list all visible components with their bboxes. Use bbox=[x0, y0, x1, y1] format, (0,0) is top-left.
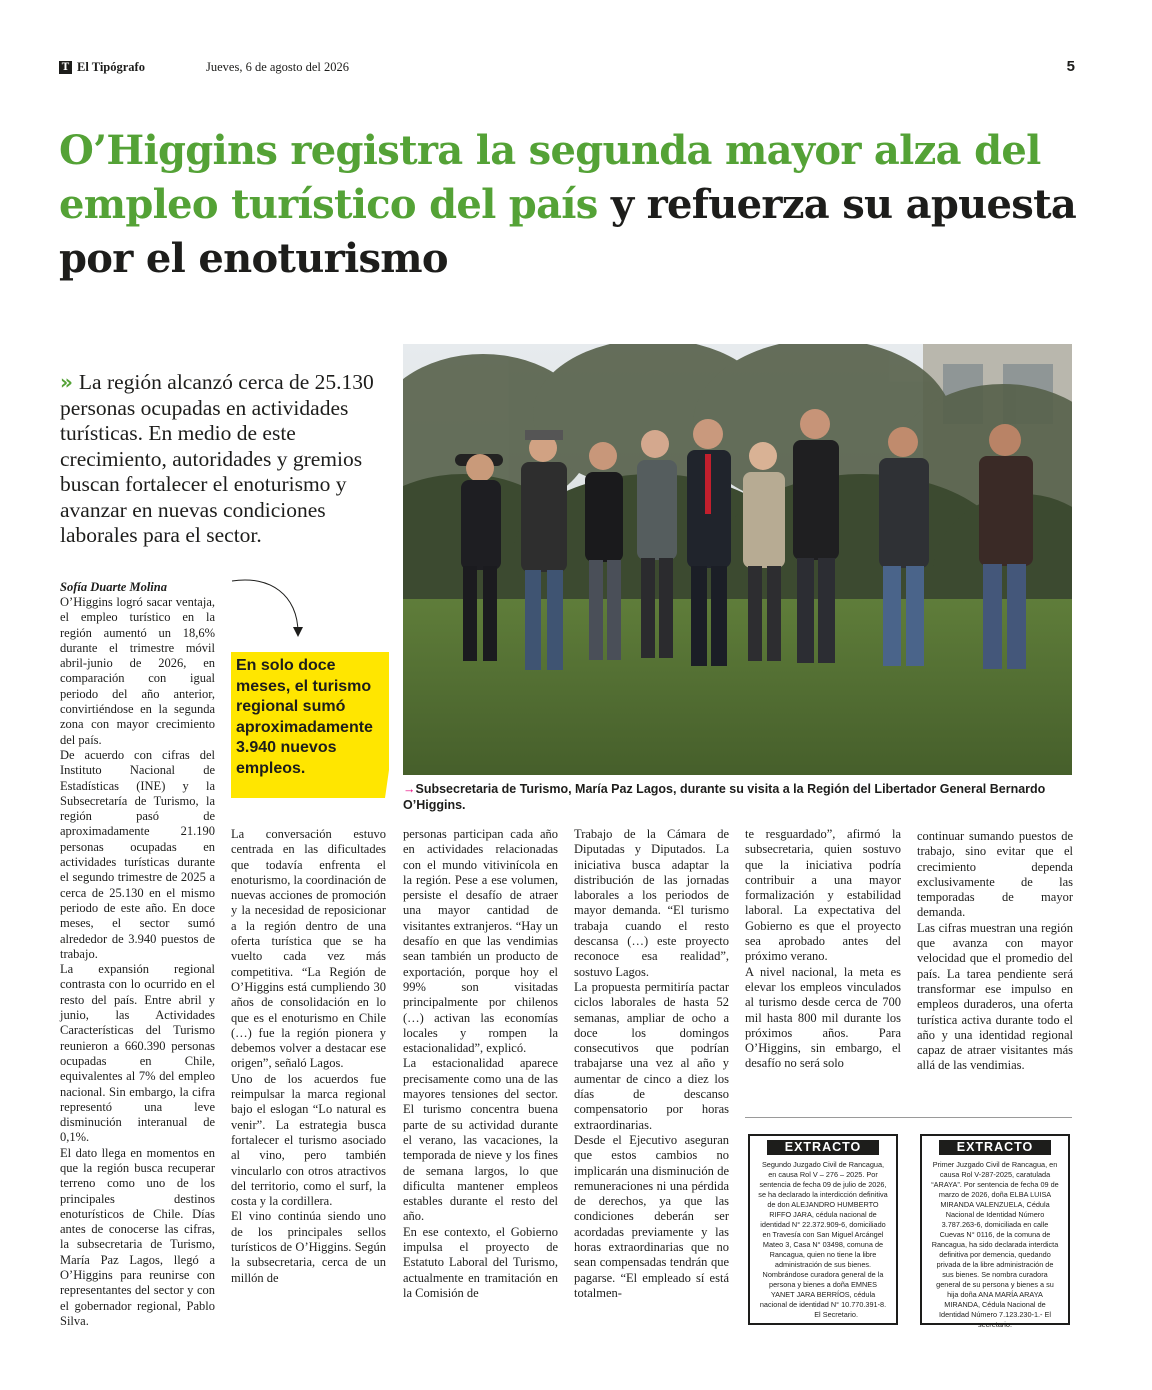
paragraph: El vino continúa siendo uno de los principales sellos turísticos de O’Higgins. Según la subsecretaria, cerca de un millón de bbox=[231, 1209, 386, 1285]
legal-notice-signature: El Secretario. bbox=[814, 1310, 858, 1319]
issue-date: Jueves, 6 de agosto del 2026 bbox=[206, 60, 350, 74]
headline-rest: y refuerza su apuesta por el enoturismo bbox=[59, 181, 1077, 282]
group-photo-image bbox=[403, 344, 1072, 775]
arrow-right-icon: → bbox=[403, 782, 416, 796]
paragraph: personas participan cada año en actividades relacionadas con el mundo vitivinícola en la región. Pese a ese volumen, persiste el desafío de atraer una mayor cantidad de visitantes extranjeros. “Hay un desafío en que las vendimias sean también un producto de exportación, porque hoy el 99% son visitadas principalmente por chilenos (…) activan las economías locales y rompen la estacionalidad”, explicó. bbox=[403, 827, 558, 1056]
deck-text: La región alcanzó cerca de 25.130 personas ocupadas en actividades turísticas. En medio de este crecimiento, autoridades y gremios buscan fortalecer el enoturismo y avanzar en nuevas condiciones laborales para el sector. bbox=[60, 370, 374, 547]
paragraph: O’Higgins logró sacar ventaja, el empleo turístico en la región aumentó un 18,6% durante el trimestre móvil abril-junio de 2026, en comparación con igual periodo del año anterior, convirtiéndose en la segunda zona con mayor crecimiento del país. bbox=[60, 595, 215, 747]
chevron-icon: » bbox=[60, 370, 73, 394]
article-column-4 bbox=[574, 827, 729, 1301]
article-headline bbox=[59, 124, 1079, 286]
section-divider bbox=[745, 1117, 1072, 1118]
paragraph: La conversación estuvo centrada en las dificultades que todavía enfrenta el enoturismo, la coordinación de nuevas acciones de promoción y la necesidad de reposicionar a la región dentro de una oferta turística que se ha vuelto cada vez más competitiva. “La Región de O’Higgins está cumpliendo 30 años de consolidación en lo que es el enoturismo en Chile (…) fue la región pionera y debemos volver a destacar ese origen”, señaló Lagos. bbox=[231, 827, 386, 1071]
article-column-5 bbox=[745, 827, 901, 1072]
legal-notice-title: EXTRACTO bbox=[939, 1140, 1051, 1155]
paragraph: Trabajo de la Cámara de Diputadas y Diputados. La iniciativa busca adaptar la distribución de las jornadas laborales a los periodos de mayor demanda. “El turismo trabaja cuando el resto descansa (…) este proyecto reconoce esa realidad”, sostuvo Lagos. bbox=[574, 827, 729, 979]
paragraph: El dato llega en momentos en que la región busca recuperar terreno como uno de los principales destinos enoturísticos de Chile. Días antes de conocerse las cifras, la subsecretaria de Turismo, María Paz Lagos, llegó a O’Higgins para reunirse con representantes del sector y con el gobernador regional, Pablo Silva. bbox=[60, 1145, 215, 1328]
newspaper-logo-icon: T bbox=[59, 61, 72, 74]
paragraph: La estacionalidad aparece precisamente como una de las mayores tensiones del sector. El turismo concentra buena parte de su actividad durante el verano, las vacaciones, la temporada de nieve y los fines de semana largos, lo que dificulta mantener empleos estables durante el resto del año. bbox=[403, 1056, 558, 1224]
article-column-2 bbox=[231, 827, 386, 1286]
paragraph: Desde el Ejecutivo aseguran que estos cambios no implicarán una disminución de remuneraciones ni una pérdida de derechos, ya que las condiciones deberán ser acordadas previamente y las horas extraordinarias que no sean compensadas tendrán que pagarse. “El empleado sí está totalmen- bbox=[574, 1132, 729, 1300]
curved-arrow-icon bbox=[230, 575, 310, 645]
article-column-3 bbox=[403, 827, 558, 1301]
paragraph: En ese contexto, el Gobierno impulsa el proyecto de Estatuto Laboral del Turismo, actualmente en tramitación en la Comisión de bbox=[403, 1224, 558, 1300]
headline-green-part: O’Higgins registra la segunda mayor alza del empleo turístico del país bbox=[59, 127, 1041, 228]
legal-notice-2 bbox=[920, 1134, 1070, 1329]
article-column-6 bbox=[917, 829, 1073, 1074]
paragraph: Uno de los acuerdos fue reimpulsar la marca regional bajo el eslogan “Lo natural es venir”. La estrategia busca fortalecer el turismo asociado al vino, pero también vincularlo con otros atractivos del territorio, como el surf, la costa y la cordillera. bbox=[231, 1071, 386, 1209]
author-byline: Sofía Duarte Molina bbox=[60, 580, 167, 594]
page-header bbox=[59, 60, 1075, 80]
paragraph: continuar sumando puestos de trabajo, sino evitar que el crecimiento dependa exclusivamente de las temporadas de mayor demanda. bbox=[917, 829, 1073, 920]
page-number: 5 bbox=[1066, 58, 1075, 75]
legal-notice-1 bbox=[748, 1134, 898, 1325]
photo-caption bbox=[403, 781, 1072, 813]
legal-notice-body: Primer Juzgado Civil de Rancagua, en causa Rol V-287-2025, caratulada “ARAYA”. Por sentencia de fecha 09 de marzo de 2026, doña ELBA LUISA MIRANDA VALENZUELA, Cédula Nacional de Identidad Número 3.787.263-6, domiciliada en calle Cuevas N° 0116, de la comuna de Rancagua, ha sido declarada interdicta definitiva por demencia, quedando privada de la libre administración de sus bienes. Se nombra curadora general de su persona y bienes a su hija doña ANA MARÍA ARAYA MIRANDA, Cédula Nacional de Identidad Número 7.123.230-1.- El secretario. bbox=[931, 1160, 1059, 1329]
paragraph: te resguardado”, afirmó la subsecretaria, quien sostuvo que la iniciativa podría contribuir a una mayor formalización y estabilidad laboral. La expectativa del Gobierno es que el proyecto sea aprobado antes del próximo verano. bbox=[745, 827, 901, 964]
paragraph: De acuerdo con cifras del Instituto Nacional de Estadísticas (INE) y la Subsecretaría de Turismo, la región pasó de aproximadamente 21.190 personas ocupadas en actividades turísticas durante el segundo trimestre de 2025 a cerca de 25.130 en el mismo periodo de este año. En doce meses, el sector sumó alrededor de 3.940 puestos de trabajo. bbox=[60, 747, 215, 961]
paragraph: La expansión regional contrasta con lo ocurrido en el resto del país. Entre abril y junio, las Actividades Características del Turismo reunieron a 660.390 personas ocupadas en Chile, equivalentes al 7% del empleo nacional. Sin embargo, la cifra representó una leve disminución interanual de 0,1%. bbox=[60, 962, 215, 1145]
article-deck bbox=[60, 370, 390, 549]
group-photo bbox=[403, 344, 1072, 775]
paragraph: La propuesta permitiría pactar ciclos laborales de hasta 52 semanas, ampliar de ocho a doce los domingos consecutivos que podrían trabajarse una vez al año y aumentar de cinco a diez los días de descanso compensatorio por horas extraordinarias. bbox=[574, 979, 729, 1132]
legal-notice-body: Segundo Juzgado Civil de Rancagua, en causa Rol V – 276 – 2025. Por sentencia de fecha 09 de julio de 2026, se ha declarado la interdicción definitiva de don ALEJANDRO HUMBERTO RIFFO JARA, cédula nacional de identidad N° 22.372.909-6, domiciliado en Travesía con San Miguel Arcángel Mateo 3, Casa N° 03498, comuna de Rancagua, quien no tiene la libre administración de sus bienes. Nombrándose curadora general de la persona y bienes a doña EMNES YANET JARA BERRÍOS, cédula nacional de identidad N° 10.770.391-8. bbox=[758, 1160, 888, 1309]
pull-quote: En solo doce meses, el turismo regional sumó aproximadamente 3.940 nuevos empleos. bbox=[236, 657, 373, 777]
caption-text: Subsecretaria de Turismo, María Paz Lagos, durante su visita a la Región del Libertador General Bernardo O’Higgins. bbox=[403, 782, 1046, 812]
article-column-1 bbox=[60, 595, 215, 1329]
newspaper-name: El Tipógrafo bbox=[77, 60, 145, 74]
paragraph: Las cifras muestran una región que avanza con mayor velocidad que el promedio del país. La tarea pendiente será transformar ese impulso en empleos duraderos, una oferta turística activa durante todo el año y una identidad regional capaz de atraer visitantes más allá de las vendimias. bbox=[917, 920, 1073, 1073]
paragraph: A nivel nacional, la meta es elevar los empleos vinculados al turismo desde cerca de 700 mil hasta 800 mil durante los próximos años. Para O’Higgins, sin embargo, el desafío no será solo bbox=[745, 964, 901, 1071]
legal-notice-title: EXTRACTO bbox=[767, 1140, 879, 1155]
